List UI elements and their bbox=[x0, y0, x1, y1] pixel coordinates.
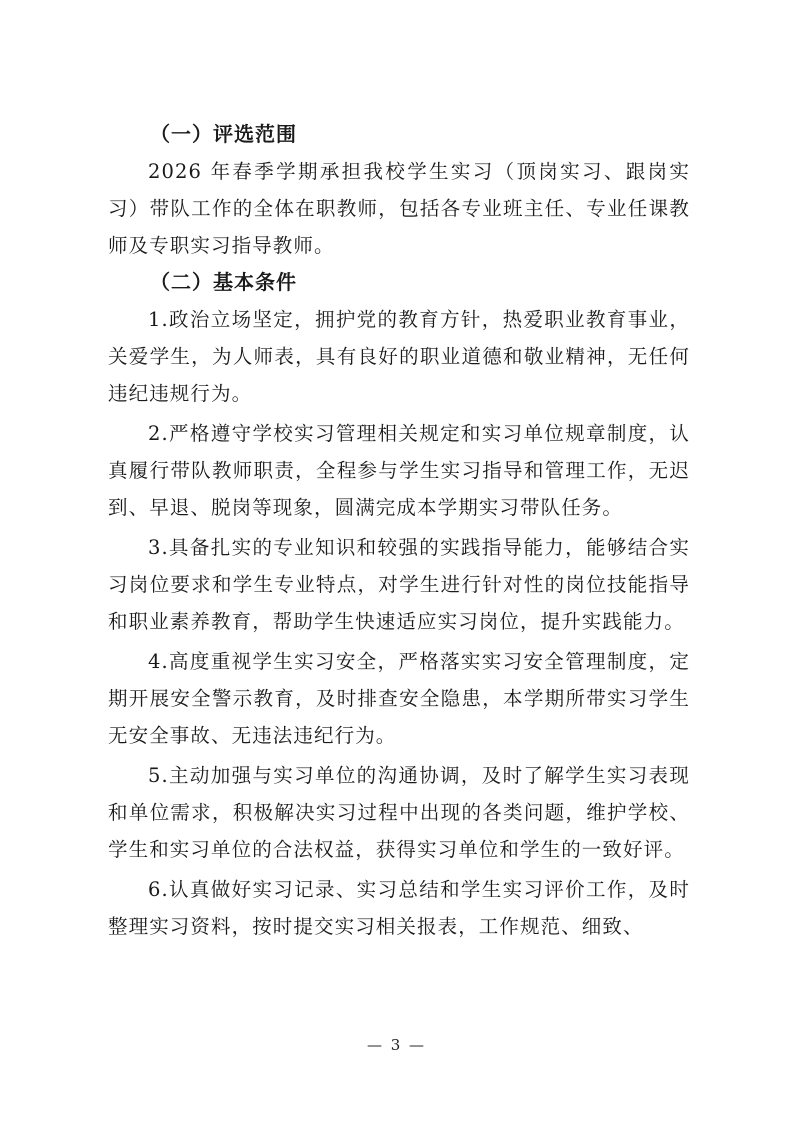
section-heading-conditions: （二）基本条件 bbox=[150, 270, 297, 294]
condition-item-4: 4.高度重视学生实习安全，严格落实实习安全管理制度，定期开展安全警示教育，及时排查安全隐患，本学期所带实习学生无安全事故、无违法违纪行为。 bbox=[108, 650, 690, 747]
condition-item-3: 3.具备扎实的专业知识和较强的实践指导能力，能够结合实习岗位要求和学生专业特点，对学生进行针对性的岗位技能指导和职业素养教育，帮助学生快速适应实习岗位，提升实践能力。 bbox=[108, 536, 690, 633]
condition-item-2: 2.严格遵守学校实习管理相关规定和实习单位规章制度，认真履行带队教师职责，全程参与学生实习指导和管理工作，无迟到、早退、脱岗等现象，圆满完成本学期实习带队任务。 bbox=[108, 422, 690, 519]
page-number: — 3 — bbox=[366, 1036, 427, 1054]
document-body bbox=[108, 116, 690, 945]
scope-paragraph: 2026 年春季学期承担我校学生实习（顶岗实习、跟岗实习）带队工作的全体在职教师，包括各专业班主任、专业任课教师及专职实习指导教师。 bbox=[108, 160, 690, 257]
condition-item-5: 5.主动加强与实习单位的沟通协调，及时了解学生实习表现和单位需求，积极解决实习过程中出现的各类问题，维护学校、学生和实习单位的合法权益，获得实习单位和学生的一致好评。 bbox=[108, 764, 690, 861]
condition-item-1: 1.政治立场坚定，拥护党的教育方针，热爱职业教育事业，关爱学生，为人师表，具有良好的职业道德和敬业精神，无任何违纪违规行为。 bbox=[108, 308, 690, 405]
condition-item-6: 6.认真做好实习记录、实习总结和学生实习评价工作，及时整理实习资料，按时提交实习相关报表，工作规范、细致、 bbox=[108, 878, 690, 938]
section-heading-scope: （一）评选范围 bbox=[150, 122, 297, 146]
